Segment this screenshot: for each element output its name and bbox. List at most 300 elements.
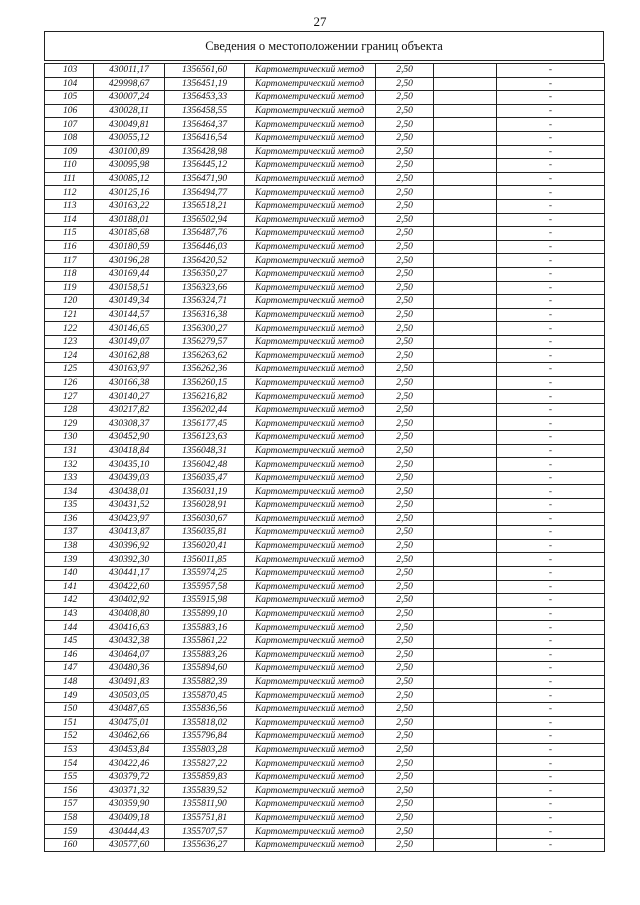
method-cell: Картометрический метод [245,145,376,159]
table-row [45,322,605,336]
x-coordinate-cell: 430453,84 [94,743,165,757]
description-cell: - [497,145,605,159]
accuracy-cell: 2,50 [376,363,434,377]
y-coordinate-cell: 1356445,12 [165,159,245,173]
description-cell: - [497,539,605,553]
y-coordinate-cell: 1356428,98 [165,145,245,159]
accuracy-cell: 2,50 [376,431,434,445]
extra-cell [434,131,497,145]
y-coordinate-cell: 1355636,27 [165,838,245,852]
method-cell: Картометрический метод [245,580,376,594]
x-coordinate-cell: 430095,98 [94,159,165,173]
extra-cell [434,838,497,852]
y-coordinate-cell: 1355870,45 [165,689,245,703]
x-coordinate-cell: 430475,01 [94,716,165,730]
y-coordinate-cell: 1355883,26 [165,648,245,662]
x-coordinate-cell: 430308,37 [94,417,165,431]
method-cell: Картометрический метод [245,662,376,676]
description-cell: - [497,91,605,105]
accuracy-cell: 2,50 [376,159,434,173]
table-row [45,825,605,839]
description-cell: - [497,580,605,594]
method-cell: Картометрический метод [245,798,376,812]
x-coordinate-cell: 430422,60 [94,580,165,594]
x-coordinate-cell: 430163,22 [94,199,165,213]
table-row [45,199,605,213]
extra-cell [434,145,497,159]
y-coordinate-cell: 1355882,39 [165,675,245,689]
y-coordinate-cell: 1356453,33 [165,91,245,105]
method-cell: Картометрический метод [245,281,376,295]
x-coordinate-cell: 430408,80 [94,607,165,621]
table-row [45,566,605,580]
table-row [45,539,605,553]
accuracy-cell: 2,50 [376,281,434,295]
accuracy-cell: 2,50 [376,145,434,159]
point-number-cell: 150 [45,702,94,716]
y-coordinate-cell: 1356260,15 [165,376,245,390]
description-cell: - [497,566,605,580]
method-cell: Картометрический метод [245,458,376,472]
extra-cell [434,770,497,784]
extra-cell [434,526,497,540]
method-cell: Картометрический метод [245,485,376,499]
table-row [45,838,605,852]
y-coordinate-cell: 1355957,58 [165,580,245,594]
point-number-cell: 135 [45,499,94,513]
accuracy-cell: 2,50 [376,485,434,499]
extra-cell [434,499,497,513]
extra-cell [434,295,497,309]
x-coordinate-cell: 430196,28 [94,254,165,268]
accuracy-cell: 2,50 [376,267,434,281]
accuracy-cell: 2,50 [376,675,434,689]
y-coordinate-cell: 1356561,60 [165,64,245,78]
extra-cell [434,227,497,241]
point-number-cell: 123 [45,335,94,349]
accuracy-cell: 2,50 [376,403,434,417]
y-coordinate-cell: 1356464,37 [165,118,245,132]
x-coordinate-cell: 430144,57 [94,308,165,322]
description-cell: - [497,104,605,118]
method-cell: Картометрический метод [245,349,376,363]
description-cell: - [497,199,605,213]
accuracy-cell: 2,50 [376,322,434,336]
description-cell: - [497,648,605,662]
table-row [45,499,605,513]
method-cell: Картометрический метод [245,648,376,662]
accuracy-cell: 2,50 [376,566,434,580]
accuracy-cell: 2,50 [376,553,434,567]
method-cell: Картометрический метод [245,499,376,513]
accuracy-cell: 2,50 [376,838,434,852]
y-coordinate-cell: 1355818,02 [165,716,245,730]
point-number-cell: 140 [45,566,94,580]
description-cell: - [497,431,605,445]
extra-cell [434,594,497,608]
extra-cell [434,811,497,825]
y-coordinate-cell: 1355796,84 [165,730,245,744]
x-coordinate-cell: 430371,32 [94,784,165,798]
method-cell: Картометрический метод [245,702,376,716]
x-coordinate-cell: 430396,92 [94,539,165,553]
x-coordinate-cell: 430149,07 [94,335,165,349]
description-cell: - [497,417,605,431]
description-cell: - [497,254,605,268]
point-number-cell: 112 [45,186,94,200]
point-number-cell: 127 [45,390,94,404]
extra-cell [434,784,497,798]
description-cell: - [497,403,605,417]
y-coordinate-cell: 1356011,85 [165,553,245,567]
table-row [45,91,605,105]
x-coordinate-cell: 430125,16 [94,186,165,200]
x-coordinate-cell: 430359,90 [94,798,165,812]
extra-cell [434,512,497,526]
extra-cell [434,64,497,78]
y-coordinate-cell: 1355861,22 [165,634,245,648]
y-coordinate-cell: 1355974,25 [165,566,245,580]
extra-cell [434,390,497,404]
table-row [45,662,605,676]
x-coordinate-cell: 430180,59 [94,240,165,254]
table-row [45,648,605,662]
y-coordinate-cell: 1356316,38 [165,308,245,322]
y-coordinate-cell: 1356502,94 [165,213,245,227]
extra-cell [434,485,497,499]
point-number-cell: 137 [45,526,94,540]
table-row [45,798,605,812]
description-cell: - [497,240,605,254]
x-coordinate-cell: 430163,97 [94,363,165,377]
point-number-cell: 139 [45,553,94,567]
table-row [45,811,605,825]
extra-cell [434,417,497,431]
description-cell: - [497,281,605,295]
accuracy-cell: 2,50 [376,227,434,241]
description-cell: - [497,295,605,309]
extra-cell [434,77,497,91]
extra-cell [434,431,497,445]
description-cell: - [497,349,605,363]
point-number-cell: 115 [45,227,94,241]
accuracy-cell: 2,50 [376,91,434,105]
table-row [45,131,605,145]
point-number-cell: 126 [45,376,94,390]
description-cell: - [497,227,605,241]
accuracy-cell: 2,50 [376,662,434,676]
accuracy-cell: 2,50 [376,240,434,254]
extra-cell [434,267,497,281]
method-cell: Картометрический метод [245,730,376,744]
table-row [45,580,605,594]
table-row [45,784,605,798]
y-coordinate-cell: 1356216,82 [165,390,245,404]
method-cell: Картометрический метод [245,607,376,621]
description-cell: - [497,634,605,648]
y-coordinate-cell: 1355707,57 [165,825,245,839]
method-cell: Картометрический метод [245,512,376,526]
point-number-cell: 121 [45,308,94,322]
table-row [45,553,605,567]
x-coordinate-cell: 430464,07 [94,648,165,662]
y-coordinate-cell: 1355803,28 [165,743,245,757]
accuracy-cell: 2,50 [376,526,434,540]
x-coordinate-cell: 430392,30 [94,553,165,567]
description-cell: - [497,335,605,349]
accuracy-cell: 2,50 [376,254,434,268]
point-number-cell: 114 [45,213,94,227]
y-coordinate-cell: 1356031,19 [165,485,245,499]
point-number-cell: 144 [45,621,94,635]
point-number-cell: 143 [45,607,94,621]
x-coordinate-cell: 430379,72 [94,770,165,784]
method-cell: Картометрический метод [245,621,376,635]
table-row [45,702,605,716]
description-cell: - [497,689,605,703]
extra-cell [434,376,497,390]
point-number-cell: 108 [45,131,94,145]
description-cell: - [497,172,605,186]
y-coordinate-cell: 1356035,47 [165,471,245,485]
point-number-cell: 125 [45,363,94,377]
method-cell: Картометрический метод [245,213,376,227]
extra-cell [434,743,497,757]
table-row [45,526,605,540]
x-coordinate-cell: 430577,60 [94,838,165,852]
description-cell: - [497,390,605,404]
accuracy-cell: 2,50 [376,444,434,458]
description-cell: - [497,838,605,852]
point-number-cell: 159 [45,825,94,839]
y-coordinate-cell: 1355751,81 [165,811,245,825]
point-number-cell: 160 [45,838,94,852]
point-number-cell: 113 [45,199,94,213]
extra-cell [434,444,497,458]
table-row [45,730,605,744]
x-coordinate-cell: 430416,63 [94,621,165,635]
y-coordinate-cell: 1356487,76 [165,227,245,241]
point-number-cell: 103 [45,64,94,78]
x-coordinate-cell: 430432,38 [94,634,165,648]
point-number-cell: 133 [45,471,94,485]
method-cell: Картометрический метод [245,553,376,567]
x-coordinate-cell: 430100,89 [94,145,165,159]
accuracy-cell: 2,50 [376,118,434,132]
description-cell: - [497,64,605,78]
table-row [45,390,605,404]
extra-cell [434,798,497,812]
y-coordinate-cell: 1356446,03 [165,240,245,254]
table-row [45,186,605,200]
extra-cell [434,281,497,295]
extra-cell [434,471,497,485]
table-row [45,172,605,186]
extra-cell [434,621,497,635]
point-number-cell: 158 [45,811,94,825]
x-coordinate-cell: 430503,05 [94,689,165,703]
x-coordinate-cell: 430146,65 [94,322,165,336]
description-cell: - [497,621,605,635]
y-coordinate-cell: 1356471,90 [165,172,245,186]
table-row [45,77,605,91]
x-coordinate-cell: 430452,90 [94,431,165,445]
x-coordinate-cell: 430441,17 [94,566,165,580]
extra-cell [434,104,497,118]
y-coordinate-cell: 1356324,71 [165,295,245,309]
method-cell: Картометрический метод [245,267,376,281]
table-row [45,444,605,458]
description-cell: - [497,499,605,513]
extra-cell [434,254,497,268]
point-number-cell: 132 [45,458,94,472]
x-coordinate-cell: 430149,34 [94,295,165,309]
table-row [45,485,605,499]
description-cell: - [497,594,605,608]
point-number-cell: 136 [45,512,94,526]
x-coordinate-cell: 429998,67 [94,77,165,91]
accuracy-cell: 2,50 [376,702,434,716]
y-coordinate-cell: 1356350,27 [165,267,245,281]
table-row [45,675,605,689]
x-coordinate-cell: 430431,52 [94,499,165,513]
accuracy-cell: 2,50 [376,308,434,322]
table-row [45,213,605,227]
accuracy-cell: 2,50 [376,417,434,431]
point-number-cell: 117 [45,254,94,268]
description-cell: - [497,553,605,567]
accuracy-cell: 2,50 [376,689,434,703]
extra-cell [434,634,497,648]
extra-cell [434,118,497,132]
y-coordinate-cell: 1356048,31 [165,444,245,458]
table-row [45,621,605,635]
point-number-cell: 105 [45,91,94,105]
description-cell: - [497,743,605,757]
point-number-cell: 134 [45,485,94,499]
method-cell: Картометрический метод [245,689,376,703]
extra-cell [434,322,497,336]
point-number-cell: 146 [45,648,94,662]
method-cell: Картометрический метод [245,118,376,132]
y-coordinate-cell: 1356177,45 [165,417,245,431]
y-coordinate-cell: 1356451,19 [165,77,245,91]
point-number-cell: 109 [45,145,94,159]
x-coordinate-cell: 430423,97 [94,512,165,526]
y-coordinate-cell: 1355883,16 [165,621,245,635]
accuracy-cell: 2,50 [376,131,434,145]
accuracy-cell: 2,50 [376,104,434,118]
method-cell: Картометрический метод [245,838,376,852]
accuracy-cell: 2,50 [376,730,434,744]
point-number-cell: 124 [45,349,94,363]
extra-cell [434,403,497,417]
method-cell: Картометрический метод [245,77,376,91]
accuracy-cell: 2,50 [376,594,434,608]
accuracy-cell: 2,50 [376,825,434,839]
x-coordinate-cell: 430049,81 [94,118,165,132]
description-cell: - [497,458,605,472]
method-cell: Картометрический метод [245,390,376,404]
extra-cell [434,607,497,621]
table-row [45,770,605,784]
accuracy-cell: 2,50 [376,580,434,594]
y-coordinate-cell: 1356035,81 [165,526,245,540]
description-cell: - [497,118,605,132]
y-coordinate-cell: 1356202,44 [165,403,245,417]
x-coordinate-cell: 430491,83 [94,675,165,689]
extra-cell [434,730,497,744]
y-coordinate-cell: 1355836,56 [165,702,245,716]
method-cell: Картометрический метод [245,784,376,798]
table-row [45,607,605,621]
extra-cell [434,716,497,730]
x-coordinate-cell: 430439,03 [94,471,165,485]
description-cell: - [497,267,605,281]
table-row [45,118,605,132]
point-number-cell: 155 [45,770,94,784]
x-coordinate-cell: 430413,87 [94,526,165,540]
table-row [45,376,605,390]
description-cell: - [497,770,605,784]
x-coordinate-cell: 430480,36 [94,662,165,676]
method-cell: Картометрический метод [245,376,376,390]
point-number-cell: 138 [45,539,94,553]
description-cell: - [497,825,605,839]
method-cell: Картометрический метод [245,539,376,553]
extra-cell [434,349,497,363]
accuracy-cell: 2,50 [376,376,434,390]
method-cell: Картометрический метод [245,240,376,254]
point-number-cell: 104 [45,77,94,91]
description-cell: - [497,471,605,485]
x-coordinate-cell: 430217,82 [94,403,165,417]
table-row [45,757,605,771]
y-coordinate-cell: 1356123,63 [165,431,245,445]
description-cell: - [497,186,605,200]
method-cell: Картометрический метод [245,675,376,689]
accuracy-cell: 2,50 [376,77,434,91]
x-coordinate-cell: 430011,17 [94,64,165,78]
x-coordinate-cell: 430402,92 [94,594,165,608]
point-number-cell: 152 [45,730,94,744]
method-cell: Картометрический метод [245,566,376,580]
x-coordinate-cell: 430444,43 [94,825,165,839]
extra-cell [434,553,497,567]
method-cell: Картометрический метод [245,716,376,730]
x-coordinate-cell: 430166,38 [94,376,165,390]
table-row [45,716,605,730]
page-number: 27 [313,14,327,29]
extra-cell [434,757,497,771]
table-row [45,471,605,485]
point-number-cell: 147 [45,662,94,676]
extra-cell [434,458,497,472]
extra-cell [434,702,497,716]
y-coordinate-cell: 1355859,83 [165,770,245,784]
x-coordinate-cell: 430487,65 [94,702,165,716]
accuracy-cell: 2,50 [376,757,434,771]
method-cell: Картометрический метод [245,254,376,268]
table-row [45,267,605,281]
y-coordinate-cell: 1355915,98 [165,594,245,608]
x-coordinate-cell: 430055,12 [94,131,165,145]
accuracy-cell: 2,50 [376,295,434,309]
point-number-cell: 149 [45,689,94,703]
extra-cell [434,240,497,254]
point-number-cell: 151 [45,716,94,730]
description-cell: - [497,77,605,91]
